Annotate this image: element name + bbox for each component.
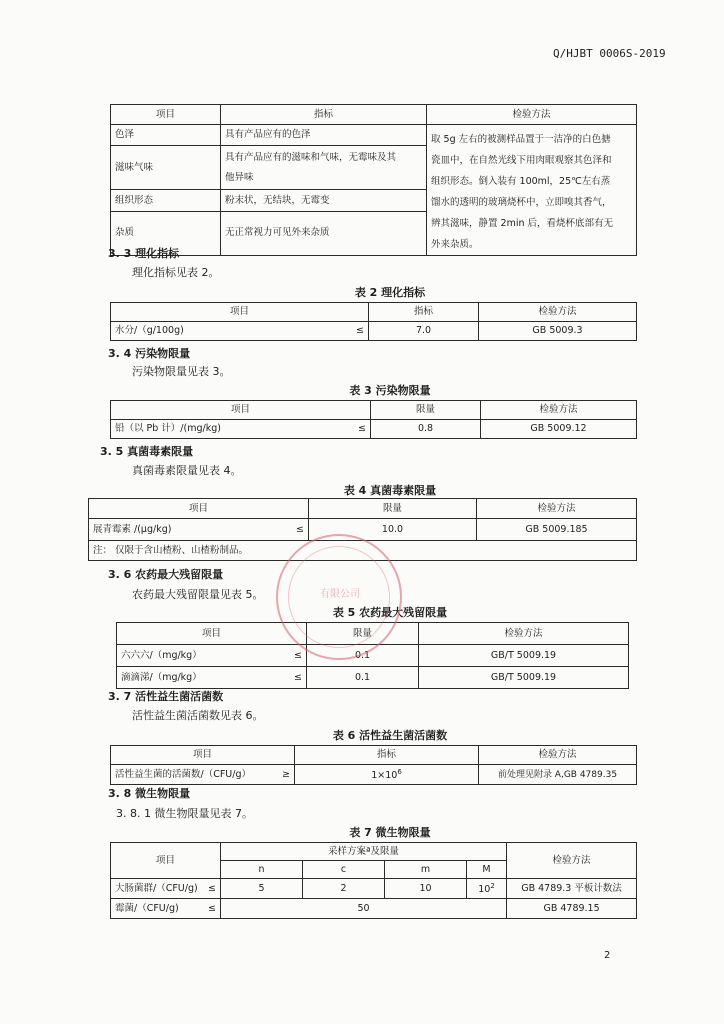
table-7-caption: 表 7 微生物限量 xyxy=(349,826,431,839)
t1-index-taste-line: 他异味 xyxy=(225,171,254,183)
t7-coliform-M-base: 10 xyxy=(478,884,491,896)
t6-header-method: 检验方法 xyxy=(479,746,637,765)
t7-item-symbol: ≤ xyxy=(208,882,216,894)
t7-mold-method: GB 4789.15 xyxy=(507,899,637,919)
t1-index-taste-line: 具有产品应有的滋味和气味，无霉味及其 xyxy=(225,151,397,163)
t7-coliform-c: 2 xyxy=(303,879,385,899)
t5-item-label: 滴滴涕/（mg/kg） xyxy=(121,671,202,683)
t7-header-method: 检验方法 xyxy=(507,843,637,879)
contaminant-table xyxy=(110,400,637,439)
t1-index-taste xyxy=(221,146,427,190)
t7-coliform-M xyxy=(467,879,507,899)
t4-item-symbol: ≤ xyxy=(296,523,304,535)
t1-index-texture: 粉末状，无结块，无霉变 xyxy=(221,190,427,211)
t4-method: GB 5009.185 xyxy=(477,519,637,541)
t6-item-symbol: ≥ xyxy=(282,768,290,780)
t5-header-item: 项目 xyxy=(117,623,307,645)
section-3-4-heading: 3. 4 污染物限量 xyxy=(108,347,191,360)
t5-item-hch xyxy=(117,645,307,667)
t5-item-symbol: ≤ xyxy=(294,649,302,661)
section-3-8-1-text: 3. 8. 1 微生物限量见表 7。 xyxy=(116,807,253,820)
t7-sub-m: m xyxy=(385,861,467,879)
t1-method-line: 辨其滋味，静置 2min 后，看烧杯底部有无 xyxy=(431,218,613,229)
t7-sub-n: n xyxy=(221,861,303,879)
t2-item-symbol: ≤ xyxy=(356,325,364,336)
t3-item-label: 铅（以 Pb 计）/(mg/kg) xyxy=(115,423,221,434)
t2-item-label: 水分/（g/100g) xyxy=(115,325,184,336)
section-3-6-text: 农药最大残留限量见表 5。 xyxy=(132,588,264,601)
section-3-8-heading: 3. 8 微生物限量 xyxy=(108,787,191,800)
t5-header-limit: 限量 xyxy=(307,623,419,645)
t2-header-method: 检验方法 xyxy=(479,303,637,322)
t4-item-label: 展青霉素 /(μg/kg) xyxy=(93,523,172,535)
t1-index-color: 具有产品应有的色泽 xyxy=(221,125,427,146)
t6-item-label: 活性益生菌的活菌数/（CFU/g） xyxy=(115,768,251,780)
physicochemical-table xyxy=(110,302,637,341)
t7-coliform-method: GB 4789.3 平板计数法 xyxy=(507,879,637,899)
t7-header-plan: 采样方案ª及限量 xyxy=(221,843,507,861)
t3-item-symbol: ≤ xyxy=(358,423,366,434)
table-4-caption: 表 4 真菌毒素限量 xyxy=(343,484,437,497)
t3-header-item: 项目 xyxy=(111,401,371,420)
t1-method-line: 组织形态。倒入装有 100ml，25℃左右蒸 xyxy=(431,176,611,187)
t5-method-ddt: GB/T 5009.19 xyxy=(419,667,629,689)
t7-coliform-n: 5 xyxy=(221,879,303,899)
t4-header-limit: 限量 xyxy=(309,499,477,519)
t1-item-taste: 滋味气味 xyxy=(111,146,221,190)
t3-header-limit: 限量 xyxy=(371,401,481,420)
t1-item-impurity: 杂质 xyxy=(111,211,221,255)
table-6-caption: 表 6 活性益生菌活菌数 xyxy=(332,729,448,742)
t1-method-line: 馏水的透明的玻璃烧杯中，立即嗅其香气， xyxy=(431,197,612,208)
t2-index: 7.0 xyxy=(369,322,479,341)
t6-header-index: 指标 xyxy=(295,746,479,765)
section-3-7-text: 活性益生菌活菌数见表 6。 xyxy=(132,709,264,722)
section-3-5-text: 真菌毒素限量见表 4。 xyxy=(132,464,242,477)
t5-item-ddt xyxy=(117,667,307,689)
t1-header-method: 检验方法 xyxy=(427,105,637,125)
table-3-caption: 表 3 污染物限量 xyxy=(349,384,431,397)
t7-item-mold xyxy=(111,899,221,919)
t6-index-base: 1×10 xyxy=(371,770,398,782)
sensory-table xyxy=(110,104,637,256)
t6-method: 前处理见附录 A,GB 4789.35 xyxy=(479,765,637,785)
section-3-6-heading: 3. 6 农药最大残留限量 xyxy=(108,568,224,581)
t1-item-color: 色泽 xyxy=(111,125,221,146)
t3-limit: 0.8 xyxy=(371,420,481,439)
t2-header-index: 指标 xyxy=(369,303,479,322)
t6-index xyxy=(295,765,479,785)
t7-header-item: 项目 xyxy=(111,843,221,879)
t5-method-hch: GB/T 5009.19 xyxy=(419,645,629,667)
t7-sub-M: M xyxy=(467,861,507,879)
t7-sub-c: c xyxy=(303,861,385,879)
page-number: 2 xyxy=(604,950,611,961)
company-seal-text: 有限公司 xyxy=(320,589,360,600)
document-number: Q/HJBT 0006S-2019 xyxy=(553,47,666,60)
t7-coliform-M-exponent: 2 xyxy=(490,882,495,891)
t6-header-item: 项目 xyxy=(111,746,295,765)
table-5-caption: 表 5 农药最大残留限量 xyxy=(332,606,448,619)
t4-header-item: 项目 xyxy=(89,499,309,519)
t7-coliform-m: 10 xyxy=(385,879,467,899)
section-3-3-heading: 3. 3 理化指标 xyxy=(108,247,180,260)
t3-item xyxy=(111,420,371,439)
t7-mold-value: 50 xyxy=(221,899,507,919)
section-3-5-heading: 3. 5 真菌毒素限量 xyxy=(100,445,194,458)
t4-header-method: 检验方法 xyxy=(477,499,637,519)
t5-header-method: 检验方法 xyxy=(419,623,629,645)
probiotic-table xyxy=(110,745,637,785)
t1-method-line: 外来杂质。 xyxy=(431,239,479,250)
t7-item-label: 霉菌/（CFU/g) xyxy=(115,902,179,914)
t5-limit-ddt: 0.1 xyxy=(307,667,419,689)
t5-item-label: 六六六/（mg/kg） xyxy=(121,649,202,661)
t4-limit: 10.0 xyxy=(309,519,477,541)
t7-item-symbol: ≤ xyxy=(208,902,216,914)
section-3-4-text: 污染物限量见表 3。 xyxy=(132,365,231,378)
t6-item xyxy=(111,765,295,785)
table-2-caption: 表 2 理化指标 xyxy=(354,286,426,299)
t5-item-symbol: ≤ xyxy=(294,671,302,683)
t3-header-method: 检验方法 xyxy=(481,401,637,420)
t7-item-label: 大肠菌群/（CFU/g) xyxy=(115,882,198,894)
t1-method-line: 瓷皿中，在自然光线下用肉眼观察其色泽和 xyxy=(431,155,612,166)
section-3-3-text: 理化指标见表 2。 xyxy=(132,266,220,279)
t1-header-item: 项目 xyxy=(111,105,221,125)
t1-method xyxy=(427,125,637,256)
t1-method-line: 取 5g 左右的被测样品置于一洁净的白色搪 xyxy=(431,134,611,145)
t5-limit-hch: 0.1 xyxy=(307,645,419,667)
t2-item xyxy=(111,322,369,341)
t1-header-index: 指标 xyxy=(221,105,427,125)
t1-item-texture: 组织形态 xyxy=(111,190,221,211)
t7-item-coliform xyxy=(111,879,221,899)
t1-index-impurity: 无正常视力可见外来杂质 xyxy=(221,211,427,255)
t3-method: GB 5009.12 xyxy=(481,420,637,439)
mycotoxin-table xyxy=(88,498,637,561)
t4-item xyxy=(89,519,309,541)
section-3-7-heading: 3. 7 活性益生菌活菌数 xyxy=(108,690,224,703)
microbial-table xyxy=(110,842,637,919)
t2-method: GB 5009.3 xyxy=(479,322,637,341)
t4-note: 注： 仅限于含山楂粉、山楂粉制品。 xyxy=(89,541,637,561)
t2-header-item: 项目 xyxy=(111,303,369,322)
edge-stamp-mark xyxy=(706,330,724,394)
pesticide-table xyxy=(116,622,629,689)
t6-index-exponent: 6 xyxy=(397,768,402,777)
